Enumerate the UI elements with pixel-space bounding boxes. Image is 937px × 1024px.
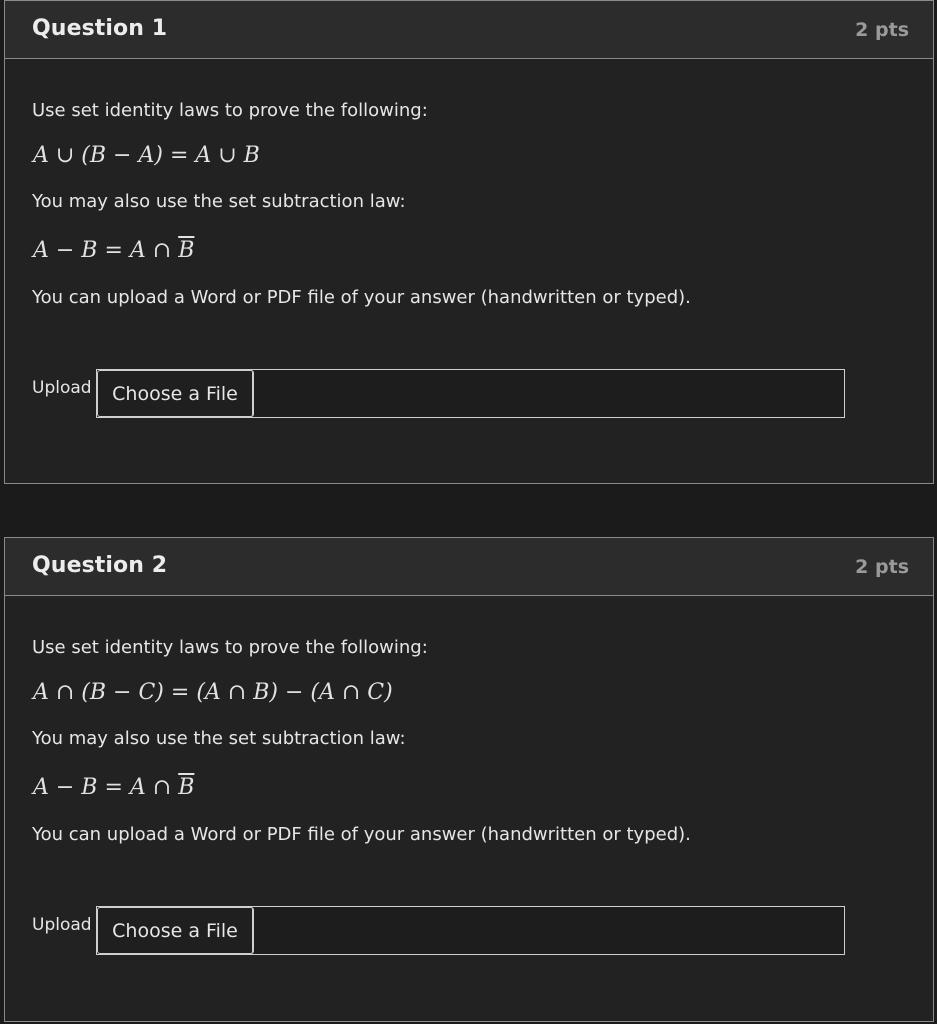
question-1-subtraction-intro: You may also use the set subtraction law: xyxy=(32,191,406,212)
question-2-choose-file-button[interactable]: Choose a File xyxy=(97,907,254,954)
question-1-law-left: A − B = A ∩ xyxy=(33,238,179,263)
question-1-choose-file-button[interactable]: Choose a File xyxy=(97,370,254,417)
question-2-points: 2 pts xyxy=(855,556,909,578)
question-1-expression xyxy=(33,143,260,168)
question-1-card xyxy=(4,0,934,484)
question-2-header xyxy=(5,538,933,596)
question-2-law-left: A − B = A ∩ xyxy=(33,775,179,800)
question-1-upload-label: Upload xyxy=(32,378,92,398)
question-2-upload-label: Upload xyxy=(32,915,92,935)
question-1-file-field[interactable] xyxy=(96,369,845,418)
question-2-subtraction-law xyxy=(33,775,194,800)
question-1-expression-text: A ∪ (B − A) = A ∪ B xyxy=(33,143,260,168)
question-2-expression-text: A ∩ (B − C) = (A ∩ B) − (A ∩ C) xyxy=(33,680,393,705)
question-2-expression xyxy=(33,680,393,705)
question-2-card xyxy=(4,537,934,1022)
question-1-points: 2 pts xyxy=(855,19,909,41)
question-1-subtraction-law xyxy=(33,238,194,263)
question-1-title: Question 1 xyxy=(32,16,168,41)
question-2-upload-note: You can upload a Word or PDF file of your answer (handwritten or typed). xyxy=(32,824,691,845)
question-2-prompt: Use set identity laws to prove the following: xyxy=(32,637,428,658)
question-2-title: Question 2 xyxy=(32,553,168,578)
question-1-prompt: Use set identity laws to prove the following: xyxy=(32,100,428,121)
question-2-law-complement: $\overline{B}$ xyxy=(178,775,195,800)
question-2-body xyxy=(5,596,933,1016)
question-1-upload-note: You can upload a Word or PDF file of your answer (handwritten or typed). xyxy=(32,287,691,308)
question-1-body xyxy=(5,59,933,479)
question-1-law-complement: $\overline{B}$ xyxy=(178,238,195,263)
question-2-subtraction-intro: You may also use the set subtraction law: xyxy=(32,728,406,749)
question-2-file-field[interactable] xyxy=(96,906,845,955)
question-1-header xyxy=(5,1,933,59)
